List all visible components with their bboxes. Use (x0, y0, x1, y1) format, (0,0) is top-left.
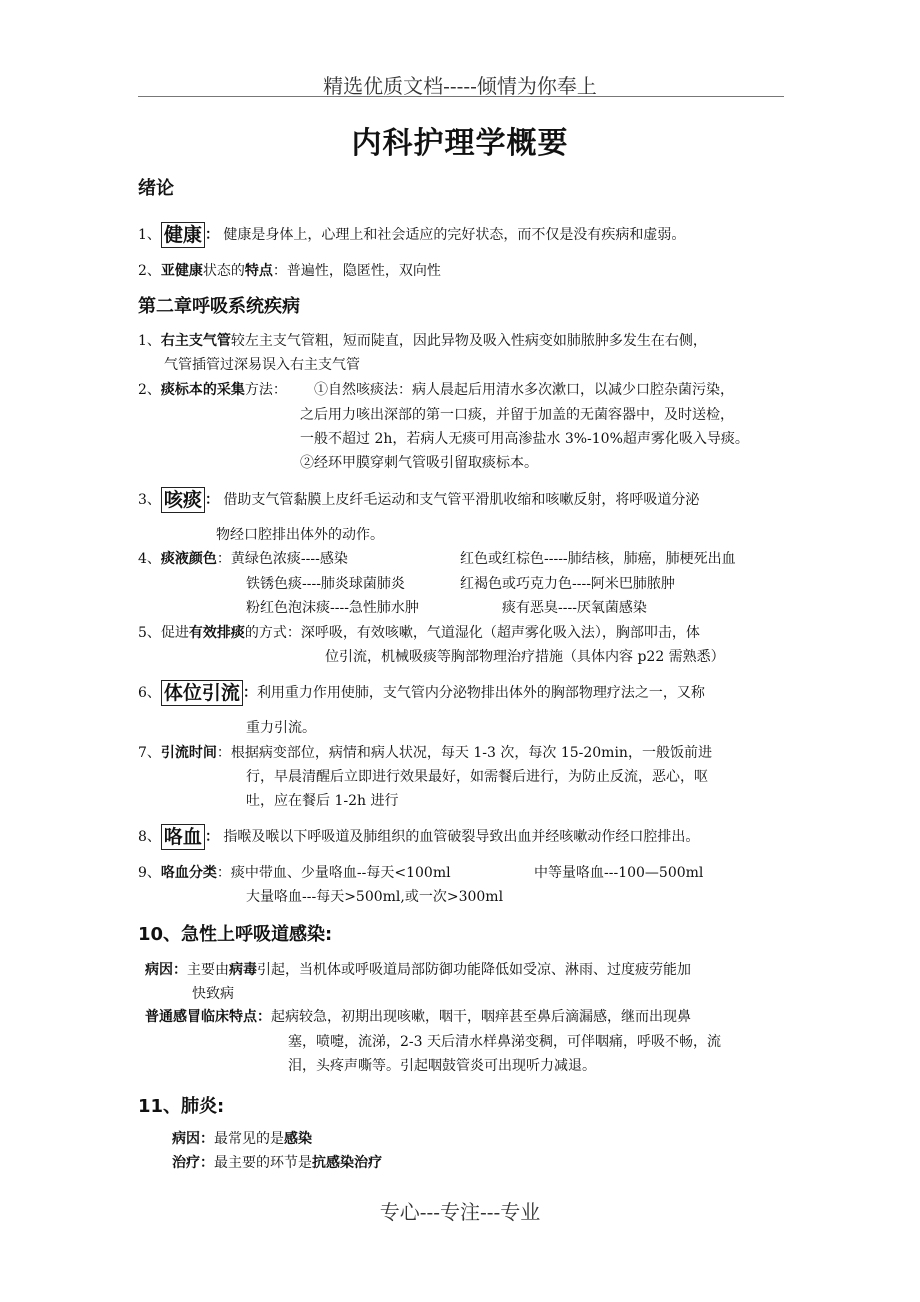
chapter-heading: 第二章呼吸系统疾病 (138, 296, 300, 317)
colon: ： (216, 745, 231, 761)
text: 方法： (244, 382, 287, 398)
bold-term: 痰标本的采集 (160, 382, 245, 398)
item-number: 5、 (138, 625, 161, 641)
text: 状态的 (202, 263, 245, 279)
text: ：普遍性，隐匿性，双向性 (272, 263, 441, 279)
ch2-item-3 (138, 487, 699, 513)
bold-term: 病毒 (229, 962, 257, 978)
ch2-item-8 (138, 824, 699, 850)
item-number: 4、 (138, 551, 161, 567)
text: 借助支气管黏膜上皮纤毛运动和支气管平滑肌收缩和咳嗽反射，将呼吸道分泌 (223, 492, 700, 508)
colon: ： (216, 551, 231, 567)
text: 的方式： (244, 625, 301, 641)
ch2-item-2-line2: 之后用力咳出深部的第一口痰，并留于加盖的无菌容器中，及时送检， (300, 407, 734, 423)
text: 利用重力作用使肺，支气管内分泌物排出体外的胸部物理疗法之一，又称 (256, 685, 705, 701)
ch2-item-9 (138, 862, 451, 882)
colon: ： (216, 865, 231, 881)
document-title: 内科护理学概要 (351, 126, 569, 161)
text: 最常见的是 (214, 1131, 284, 1147)
common-cold-line2: 塞，喷嚏，流涕，2-3 天后清水样鼻涕变稠，可伴咽痛，呼吸不畅，流 (288, 1034, 721, 1050)
ch2-item-2-line3: 一般不超过 2h，若病人无痰可用高渗盐水 3%-10%超声雾化吸入导痰。 (300, 431, 749, 447)
label: 普通感冒临床特点： (145, 1009, 271, 1025)
text: 最主要的环节是 (214, 1155, 312, 1171)
bold-term: 特点 (244, 263, 273, 279)
item-number: 1、 (138, 333, 161, 349)
sputum-color-b1: 红色或红棕色-----肺结核，肺癌，肺梗死出血 (460, 551, 736, 567)
section-heading-intro: 绪论 (138, 178, 174, 199)
text: 黄绿色浓痰----感染 (230, 551, 348, 567)
ch2-item-5 (138, 622, 700, 642)
text: 主要由 (187, 962, 229, 978)
text: 起病较急，初期出现咳嗽，咽干，咽痒甚至鼻后滴漏感，继而出现鼻 (271, 1009, 691, 1025)
intro-item-2 (138, 260, 441, 280)
bold-term: 有效排痰 (188, 625, 245, 641)
bold-term: 右主支气管 (160, 333, 231, 349)
ch2-item-2-line4: ②经环甲膜穿刺气管吸引留取痰标本。 (300, 455, 538, 471)
text: 较左主支气管粗，短而陡直，因此异物及吸入性病变如肺脓肿多发生在右侧， (230, 333, 707, 349)
pneumonia-cause (172, 1128, 312, 1148)
bold-term: 咯血分类 (160, 865, 217, 881)
ch2-item-6 (138, 680, 705, 706)
ch2-item-2-line1: ①自然咳痰法：病人晨起后用清水多次漱口，以减少口腔杂菌污染， (314, 382, 734, 398)
text: 痰中带血、少量咯血--每天<100ml (230, 865, 451, 881)
term-box-postural-drainage: 体位引流 (161, 680, 243, 706)
bold-term: 引流时间 (160, 745, 217, 761)
ch2-item-2 (138, 379, 287, 399)
label: 病因： (145, 962, 187, 978)
definition-text: 健康是身体上，心理上和社会适应的完好状态，而不仅是没有疾病和虚弱。 (223, 227, 686, 243)
item-number: 7、 (138, 745, 161, 761)
label: 治疗： (172, 1155, 214, 1171)
bold-term: 痰液颜色 (160, 551, 217, 567)
term-box-expectoration: 咳痰 (161, 487, 205, 513)
label: 病因： (172, 1131, 214, 1147)
colon: ： (204, 227, 219, 243)
urti-cause-line2: 快致病 (192, 986, 234, 1002)
text: 深呼吸，有效咳嗽，气道湿化（超声雾化吸入法），胸部叩击，体 (300, 625, 700, 641)
ch2-item-7-line3: 吐，应在餐后 1-2h 进行 (246, 793, 399, 809)
page-footer: 专心---专注---专业 (379, 1200, 541, 1224)
ch2-item-1-line2: 气管插管过深易误入右主支气管 (164, 357, 360, 373)
section-heading-pneumonia: 11、肺炎: (138, 1096, 225, 1117)
common-cold-features (145, 1006, 691, 1026)
item-number: 9、 (138, 865, 161, 881)
sputum-color-a2: 铁锈色痰----肺炎球菌肺炎 (246, 576, 405, 592)
term-box-hemoptysis: 咯血 (161, 824, 205, 850)
ch2-item-6-line2: 重力引流。 (246, 720, 316, 736)
common-cold-line3: 泪，头疼声嘶等。引起咽鼓管炎可出现听力减退。 (288, 1058, 596, 1074)
bold-term: 亚健康 (160, 263, 203, 279)
text: 指喉及喉以下呼吸道及肺组织的血管破裂导致出血并经咳嗽动作经口腔排出。 (223, 829, 700, 845)
sputum-color-b3: 痰有恶臭----厌氧菌感染 (502, 600, 647, 616)
term-box-health: 健康 (161, 222, 205, 248)
text: 促进 (160, 625, 189, 641)
item-number: 8、 (138, 829, 161, 845)
item-number: 2、 (138, 263, 161, 279)
pneumonia-treatment (172, 1152, 382, 1172)
text: 引起，当机体或呼吸道局部防御功能降低如受凉、淋雨、过度疲劳能加 (257, 962, 691, 978)
colon: ： (242, 685, 257, 701)
sputum-color-b2: 红褐色或巧克力色----阿米巴肺脓肿 (460, 576, 675, 592)
intro-item-1 (138, 222, 685, 248)
ch2-item-1 (138, 330, 707, 350)
sputum-color-a3: 粉红色泡沫痰----急性肺水肿 (246, 600, 419, 616)
item-number: 6、 (138, 685, 161, 701)
item-number: 3、 (138, 492, 161, 508)
urti-cause (145, 959, 691, 979)
colon: ： (204, 492, 219, 508)
ch2-item-4 (138, 548, 348, 568)
colon: ： (204, 829, 219, 845)
header-divider (138, 96, 784, 97)
section-heading-urti: 10、急性上呼吸道感染: (138, 924, 333, 945)
ch2-item-5-line2: 位引流，机械吸痰等胸部物理治疗措施（具体内容 p22 需熟悉） (325, 649, 725, 665)
item-number: 2、 (138, 382, 161, 398)
hemoptysis-class-a2: 大量咯血---每天>500ml,或一次>300ml (246, 889, 504, 905)
ch2-item-7 (138, 742, 712, 762)
ch2-item-7-line2: 行，早晨清醒后立即进行效果最好，如需餐后进行，为防止反流，恶心，呕 (246, 769, 708, 785)
bold-term: 抗感染治疗 (312, 1155, 382, 1171)
page-header: 精选优质文档-----倾情为你奉上 (323, 74, 597, 98)
hemoptysis-class-b1: 中等量咯血---100—500ml (534, 865, 704, 881)
ch2-item-3-line2: 物经口腔排出体外的动作。 (216, 527, 384, 543)
bold-term: 感染 (284, 1131, 312, 1147)
item-number: 1、 (138, 227, 161, 243)
text: 根据病变部位，病情和病人状况，每天 1-3 次，每次 15-20min，一般饭前进 (230, 745, 712, 761)
